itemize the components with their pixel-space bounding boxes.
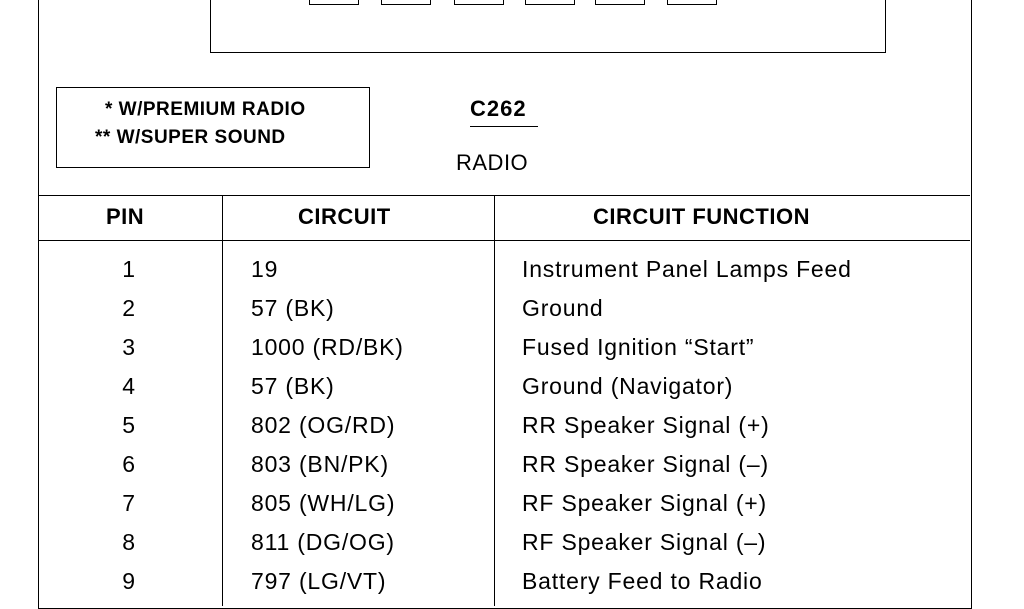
circuit-id: 805 (WH/LG): [251, 490, 396, 516]
circuit-id: 19: [251, 256, 279, 282]
circuit-id: 803 (BN/PK): [251, 451, 389, 477]
circuit-id: 802 (OG/RD): [251, 412, 396, 438]
circuit-function: Battery Feed to Radio: [522, 568, 763, 594]
circuit-function: RR Speaker Signal (+): [522, 412, 770, 438]
table-row: [38, 332, 970, 371]
table-row: [38, 293, 970, 332]
connector-pin-slot: [454, 0, 504, 5]
circuit-function: RF Speaker Signal (+): [522, 490, 767, 516]
connector-id-underline: [470, 126, 538, 127]
table-row: [38, 488, 970, 527]
table-row: [38, 371, 970, 410]
circuit-function: Ground (Navigator): [522, 373, 734, 399]
pin-number: 8: [122, 529, 136, 555]
connector-pin-slot: [309, 0, 359, 5]
table-row: [38, 527, 970, 566]
connector-face-diagram: [210, 0, 886, 53]
table-row: [38, 566, 970, 605]
table-row: [38, 254, 970, 293]
column-header-pin: PIN: [106, 204, 145, 229]
legend-super-sound: ** W/SUPER SOUND: [95, 127, 286, 148]
pin-number: 1: [122, 256, 136, 282]
table-row: [38, 449, 970, 488]
connector-pin-slot: [667, 0, 717, 5]
pin-number: 2: [122, 295, 136, 321]
column-header-circuit-function: CIRCUIT FUNCTION: [593, 204, 810, 229]
table-top-border: [38, 195, 970, 196]
pin-number: 6: [122, 451, 136, 477]
pin-number: 4: [122, 373, 136, 399]
pin-number: 3: [122, 334, 136, 360]
connector-name: RADIO: [456, 150, 529, 175]
circuit-function: Ground: [522, 295, 604, 321]
connector-pin-slot: [381, 0, 431, 5]
circuit-function: RR Speaker Signal (–): [522, 451, 769, 477]
column-header-circuit: CIRCUIT: [298, 204, 391, 229]
circuit-id: 1000 (RD/BK): [251, 334, 404, 360]
connector-id: C262: [470, 96, 527, 121]
circuit-function: RF Speaker Signal (–): [522, 529, 767, 555]
legend-premium-radio: * W/PREMIUM RADIO: [105, 99, 306, 120]
connector-pin-slot: [525, 0, 575, 5]
circuit-id: 797 (LG/VT): [251, 568, 387, 594]
circuit-function: Instrument Panel Lamps Feed: [522, 256, 852, 282]
table-row: [38, 410, 970, 449]
pin-number: 7: [122, 490, 136, 516]
pin-number: 9: [122, 568, 136, 594]
connector-pin-slot: [595, 0, 645, 5]
pin-number: 5: [122, 412, 136, 438]
circuit-id: 57 (BK): [251, 295, 335, 321]
circuit-id: 57 (BK): [251, 373, 335, 399]
circuit-id: 811 (DG/OG): [251, 529, 395, 555]
table-header-divider: [38, 240, 970, 241]
legend-box: [56, 87, 370, 168]
circuit-function: Fused Ignition “Start”: [522, 334, 755, 360]
